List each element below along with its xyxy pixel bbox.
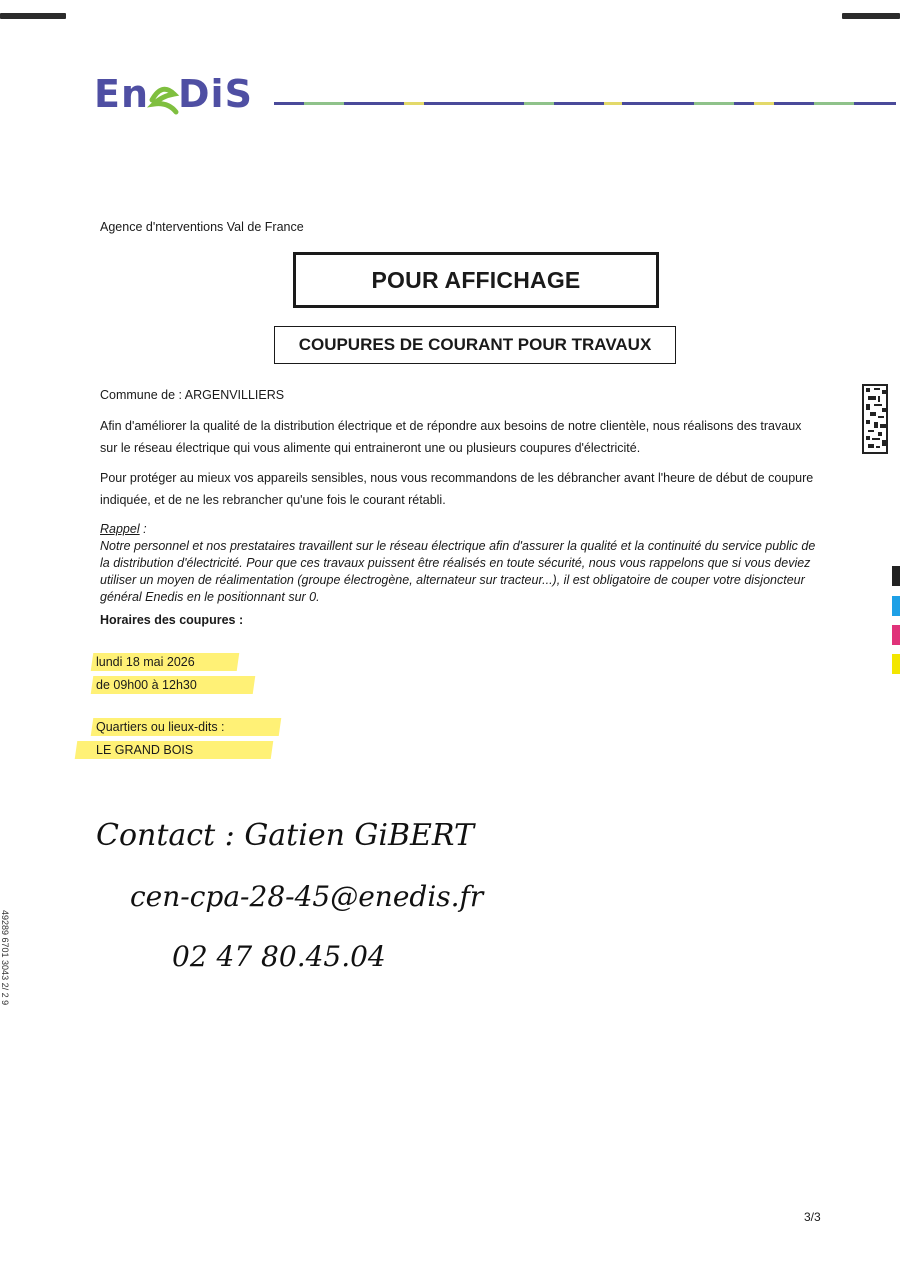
commune: Commune de : ARGENVILLIERS xyxy=(100,388,285,402)
side-code: 49289 6701 3043 2/ 2 9 xyxy=(0,910,10,1006)
swatch-magenta xyxy=(892,625,900,645)
paragraph-intro: Afin d'améliorer la qualité de la distribution électrique et de répondre aux besoins de notre clientèle, nous réalisons des travaux sur le réseau électrique qui vous alimente qui entraineront une ou plusieurs coupures d'électricité. xyxy=(100,419,802,455)
title-box-main xyxy=(293,252,659,308)
paragraph-advice: Pour protéger au mieux vos appareils sensibles, nous vous recommandons de les débrancher avant l'heure de début de coupure indiquée, et de ne les rebrancher qu'une fois le courant rétabli. xyxy=(100,471,814,507)
quartiers-value: LE GRAND BOIS xyxy=(96,743,194,757)
rappel-suffix: : xyxy=(139,522,147,536)
svg-text:DiS: DiS xyxy=(178,72,253,116)
datamatrix-code-icon xyxy=(862,384,888,454)
highlight-quartiers-heading xyxy=(91,718,282,736)
highlight-date xyxy=(91,653,240,671)
rappel-label: Rappel xyxy=(100,522,140,536)
rappel-block xyxy=(100,521,822,606)
title-box-sub xyxy=(274,326,676,364)
horaires-heading: Horaires des coupures : xyxy=(100,613,244,627)
enedis-logo-mark xyxy=(94,72,264,116)
enedis-logo xyxy=(94,72,264,125)
logo-rule xyxy=(274,102,896,105)
swatch-yellow xyxy=(892,654,900,674)
svg-text:En: En xyxy=(94,72,150,116)
main-title: POUR AFFICHAGE xyxy=(371,266,581,293)
swatch-black xyxy=(892,566,900,586)
sub-title: COUPURES DE COURANT POUR TRAVAUX xyxy=(298,335,652,354)
swatch-cyan xyxy=(892,596,900,616)
outage-time: de 09h00 à 12h30 xyxy=(96,678,197,692)
handwritten-phone: 02 47 80.45.04 xyxy=(172,940,386,973)
rappel-text: Notre personnel et nos prestataires travaillent sur le réseau électrique afin d'assurer la qualité et la continuité du service public de la distribution d'électricité. Pour que ces travaux puissent être réalisés en toute sécurité, nous vous rappelons que si vous deviez utiliser un moyen de réalimentation (groupe électrogène, alternateur sur tracteur...), il est obligatoire de couper votre disjoncteur général Enedis en le positionnant sur 0. xyxy=(100,539,816,604)
highlight-quartiers-value xyxy=(75,741,274,759)
page-number: 3/3 xyxy=(804,1210,821,1224)
corner-mark-right xyxy=(842,13,900,19)
highlight-time xyxy=(91,676,256,694)
handwritten-contact: Contact : Gatien GiBERT xyxy=(96,818,475,853)
handwritten-email: cen-cpa-28-45@enedis.fr xyxy=(130,880,484,913)
outage-date: lundi 18 mai 2026 xyxy=(96,655,195,669)
corner-mark-left xyxy=(0,13,66,19)
agency-name: Agence d'nterventions Val de France xyxy=(100,220,304,234)
quartiers-heading: Quartiers ou lieux-dits : xyxy=(96,720,225,734)
